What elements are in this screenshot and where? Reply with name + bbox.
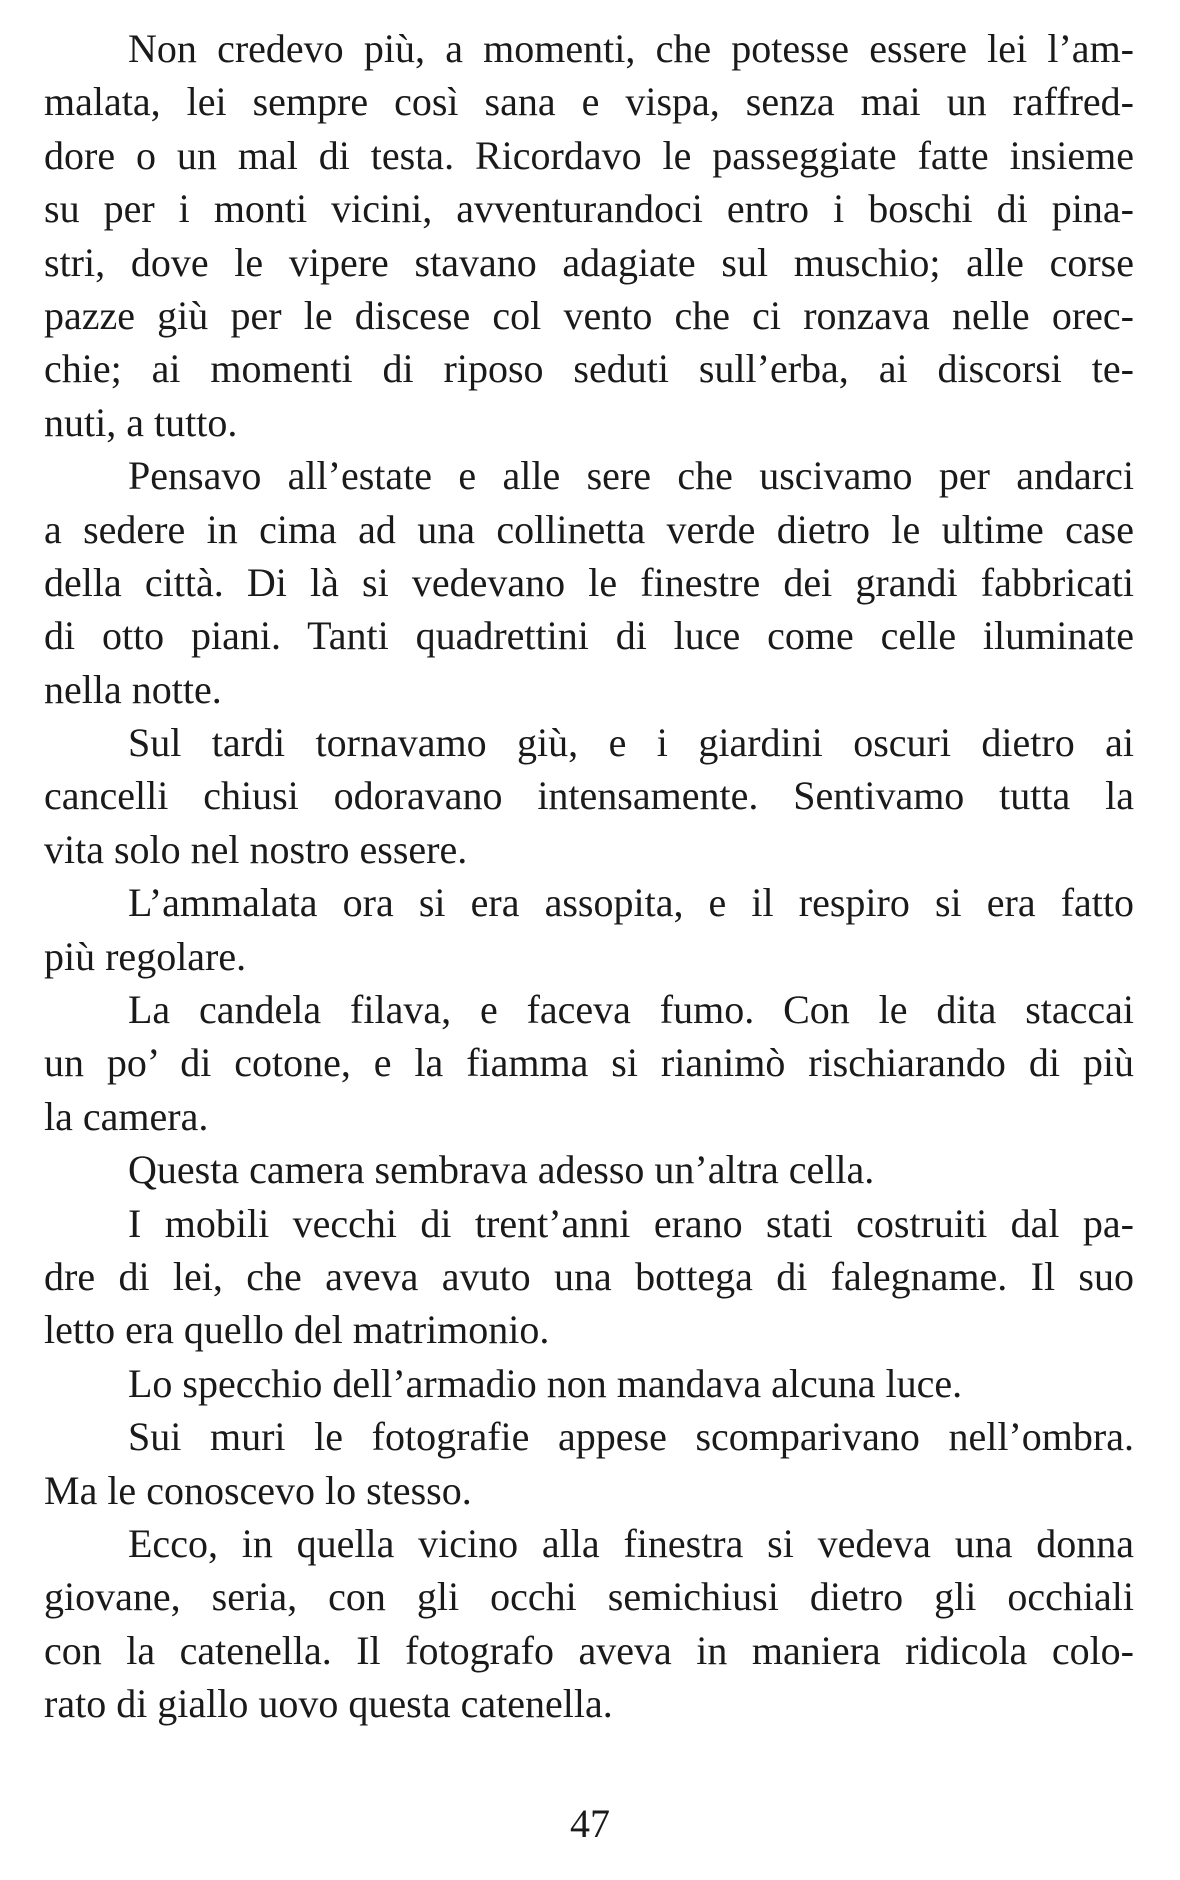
text-line: malata, lei sempre così sana e vispa, senza mai un raffred- [44,79,1134,125]
text-line: un po’ di cotone, e la fiamma si rianimò rischiarando di più [44,1040,1134,1086]
text-line: Questa camera sembrava adesso un’altra cella. [128,1147,875,1193]
text-line: su per i monti vicini, avventurandoci entro i boschi di pina- [44,186,1134,232]
text-line: dore o un mal di testa. Ricordavo le passeggiate fatte insieme [44,132,1134,178]
text-line: chie; ai momenti di riposo seduti sull’erba, ai discorsi te- [44,346,1134,392]
text-line: Pensavo all’estate e alle sere che uscivamo per andarci [128,453,1134,499]
text-line: dre di lei, che aveva avuto una bottega di falegname. Il suo [44,1253,1134,1299]
text-line: Sui muri le fotografie appese scomparivano nell’ombra. [128,1414,1134,1460]
text-line: L’ammalata ora si era assopita, e il respiro si era fatto [128,880,1134,926]
text-line: Non credevo più, a momenti, che potesse essere lei l’am- [128,26,1134,71]
text-line: con la catenella. Il fotografo aveva in maniera ridicola colo- [44,1627,1134,1673]
text-line: a sedere in cima ad una collinetta verde dietro le ultime case [44,506,1134,552]
text-line: nuti, a tutto. [44,399,238,445]
text-line: La candela filava, e faceva fumo. Con le dita staccai [128,987,1134,1033]
text-line: rato di giallo uovo questa catenella. [44,1681,613,1727]
text-line: cancelli chiusi odoravano intensamente. Sentivamo tutta la [44,773,1134,819]
text-line: Lo specchio dell’armadio non mandava alcuna luce. [128,1360,963,1406]
text-line: pazze giù per le discese col vento che ci ronzava nelle orec- [44,292,1134,338]
text-line: stri, dove le vipere stavano adagiate sul muschio; alle corse [44,239,1134,285]
text-line: giovane, seria, con gli occhi semichiusi dietro gli occhiali [44,1574,1134,1620]
page-number: 47 [570,1801,610,1846]
text-line: della città. Di là si vedevano le finestre dei grandi fabbricati [44,559,1134,605]
text-line: Sul tardi tornavamo giù, e i giardini oscuri dietro ai [128,720,1134,766]
text-line: la camera. [44,1093,209,1139]
text-line: Ecco, in quella vicino alla finestra si vedeva una donna [128,1520,1134,1566]
text-line: vita solo nel nostro essere. [44,826,468,872]
text-line: Ma le conoscevo lo stesso. [44,1467,472,1513]
text-line: I mobili vecchi di trent’anni erano stati costruiti dal pa- [128,1200,1134,1246]
text-line: più regolare. [44,933,247,979]
text-line: di otto piani. Tanti quadrettini di luce come celle iluminate [44,613,1134,659]
text-line: letto era quello del matrimonio. [44,1307,550,1353]
text-line: nella notte. [44,666,222,712]
body-text [44,22,1134,1731]
